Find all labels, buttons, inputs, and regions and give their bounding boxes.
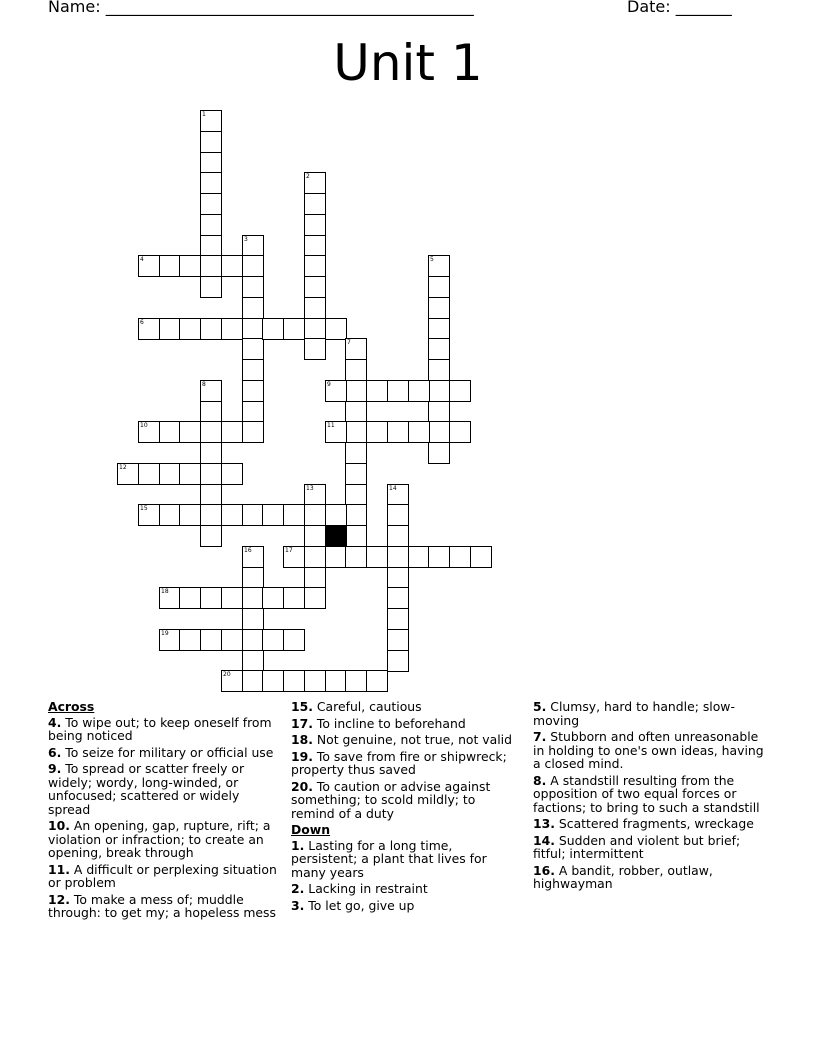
crossword-cell[interactable]: [179, 587, 201, 609]
clues-column-3: [533, 700, 771, 894]
cell-number: 1: [202, 111, 206, 118]
crossword-cell[interactable]: [179, 318, 201, 340]
crossword-cell[interactable]: [428, 338, 450, 360]
clue-across-18: 18. Not genuine, not true, not valid: [291, 732, 512, 747]
crossword-cell[interactable]: [387, 546, 409, 568]
cell-number: 12: [119, 464, 127, 471]
crossword-cell[interactable]: [159, 463, 181, 485]
crossword-cell[interactable]: [449, 546, 471, 568]
crossword-cell[interactable]: [387, 629, 409, 651]
crossword-cell[interactable]: [387, 567, 409, 589]
crossword-cell[interactable]: [345, 504, 367, 526]
crossword-cell[interactable]: [283, 670, 305, 692]
crossword-cell[interactable]: [387, 421, 409, 443]
clue-across-20: 20. To caution or advise against something; to scold mildly; to remind of a duty: [291, 778, 491, 821]
crossword-cell[interactable]: [387, 504, 409, 526]
crossword-cell[interactable]: [387, 525, 409, 547]
crossword-cell[interactable]: [200, 442, 222, 464]
crossword-cell[interactable]: [345, 442, 367, 464]
crossword-cell[interactable]: [242, 255, 264, 277]
crossword-cell[interactable]: [159, 629, 181, 651]
crossword-cell[interactable]: [179, 421, 201, 443]
crossword-cell[interactable]: [242, 318, 264, 340]
crossword-cell[interactable]: [304, 255, 326, 277]
crossword-cell[interactable]: [366, 380, 388, 402]
cell-number: 10: [140, 422, 148, 429]
crossword-cell[interactable]: [179, 629, 201, 651]
crossword-cell[interactable]: [200, 235, 222, 257]
crossword-cell[interactable]: [304, 214, 326, 236]
crossword-cell[interactable]: [200, 525, 222, 547]
crossword-cell[interactable]: [304, 338, 326, 360]
crossword-cell[interactable]: [304, 587, 326, 609]
crossword-cell[interactable]: [366, 421, 388, 443]
crossword-cell[interactable]: [138, 463, 160, 485]
crossword-cell[interactable]: [325, 504, 347, 526]
crossword-cell[interactable]: [387, 380, 409, 402]
crossword-cell[interactable]: [221, 504, 243, 526]
crossword-cell[interactable]: [200, 421, 222, 443]
crossword-cell[interactable]: [428, 421, 450, 443]
crossword-cell[interactable]: [283, 629, 305, 651]
crossword-cell[interactable]: [304, 504, 326, 526]
clue-across-9: 9. To spread or scatter freely or widely; wordy, long-winded, or unfocused; scattered or widely spread: [48, 761, 245, 817]
crossword-black-cell: [325, 525, 347, 547]
crossword-cell[interactable]: [283, 587, 305, 609]
cell-number: 15: [140, 505, 148, 512]
crossword-cell[interactable]: [221, 629, 243, 651]
crossword-cell[interactable]: [200, 172, 222, 194]
crossword-cell[interactable]: [428, 276, 450, 298]
crossword-cell[interactable]: [262, 670, 284, 692]
crossword-cell[interactable]: [304, 297, 326, 319]
crossword-cell[interactable]: [242, 567, 264, 589]
cell-number: 19: [161, 630, 169, 637]
crossword-cell[interactable]: [221, 670, 243, 692]
crossword-cell[interactable]: [283, 546, 305, 568]
clue-across-11: 11. A difficult or perplexing situation or problem: [48, 861, 277, 890]
cell-number: 13: [306, 485, 314, 492]
crossword-cell[interactable]: [283, 504, 305, 526]
crossword-cell[interactable]: [387, 484, 409, 506]
cell-number: 14: [389, 485, 397, 492]
crossword-cell[interactable]: [159, 504, 181, 526]
crossword-cell[interactable]: [200, 131, 222, 153]
crossword-cell[interactable]: [304, 670, 326, 692]
crossword-cell[interactable]: [242, 380, 264, 402]
crossword-cell[interactable]: [138, 318, 160, 340]
cell-number: 2: [306, 173, 310, 180]
crossword-cell[interactable]: [138, 504, 160, 526]
clue-across-19: 19. To save from fire or shipwreck; property thus saved: [291, 748, 507, 777]
crossword-cell[interactable]: [304, 546, 326, 568]
crossword-cell[interactable]: [408, 546, 430, 568]
crossword-cell[interactable]: [428, 546, 450, 568]
crossword-cell[interactable]: [428, 380, 450, 402]
clue-down-5: 5. Clumsy, hard to handle; slow-moving: [533, 699, 735, 728]
crossword-cell[interactable]: [242, 297, 264, 319]
cell-number: 16: [244, 547, 252, 554]
crossword-cell[interactable]: [345, 546, 367, 568]
page-title: Unit 1: [333, 34, 483, 92]
clue-down-14: 14. Sudden and violent but brief; fitful; intermittent: [533, 832, 741, 861]
crossword-cell[interactable]: [345, 359, 367, 381]
crossword-cell[interactable]: [221, 421, 243, 443]
clue-down-16: 16. A bandit, robber, outlaw, highwayman: [533, 862, 713, 891]
clues-column-2: [291, 700, 521, 915]
crossword-cell[interactable]: [242, 629, 264, 651]
crossword-cell[interactable]: [470, 546, 492, 568]
crossword-cell[interactable]: [428, 359, 450, 381]
crossword-cell[interactable]: [325, 670, 347, 692]
crossword-cell[interactable]: [159, 318, 181, 340]
crossword-cell[interactable]: [117, 463, 139, 485]
clue-across-15: 15. Careful, cautious: [291, 699, 422, 714]
clues-column-1: [48, 700, 282, 923]
crossword-cell[interactable]: [262, 629, 284, 651]
cell-number: 17: [285, 547, 293, 554]
crossword-cell[interactable]: [408, 380, 430, 402]
crossword-cell[interactable]: [242, 276, 264, 298]
crossword-cell[interactable]: [200, 504, 222, 526]
crossword-cell[interactable]: [387, 608, 409, 630]
clue-down-7: 7. Stubborn and often unreasonable in holding to one's own ideas, having a closed mind.: [533, 729, 764, 771]
crossword-cell[interactable]: [449, 380, 471, 402]
crossword-cell[interactable]: [138, 421, 160, 443]
crossword-cell[interactable]: [242, 587, 264, 609]
crossword-cell[interactable]: [428, 297, 450, 319]
crossword-cell[interactable]: [345, 484, 367, 506]
crossword-cell[interactable]: [242, 401, 264, 423]
crossword-cell[interactable]: [428, 442, 450, 464]
cell-number: 9: [327, 381, 331, 388]
cell-number: 18: [161, 588, 169, 595]
cell-number: 5: [430, 256, 434, 263]
crossword-cell[interactable]: [304, 193, 326, 215]
crossword-cell[interactable]: [200, 463, 222, 485]
cell-number: 6: [140, 319, 144, 326]
crossword-cell[interactable]: [200, 380, 222, 402]
crossword-cell[interactable]: [262, 318, 284, 340]
cell-number: 11: [327, 422, 335, 429]
clue-down-1: 1. Lasting for a long time, persistent; a plant that lives for many years: [291, 837, 487, 880]
clue-down-13: 13. Scattered fragments, wreckage: [533, 816, 754, 831]
crossword-cell[interactable]: [242, 650, 264, 672]
crossword-cell[interactable]: [200, 214, 222, 236]
crossword-cell[interactable]: [159, 587, 181, 609]
crossword-cell[interactable]: [345, 380, 367, 402]
cell-number: 8: [202, 381, 206, 388]
crossword-cell[interactable]: [325, 318, 347, 340]
crossword-cell[interactable]: [325, 421, 347, 443]
across-heading: Across: [48, 699, 95, 714]
crossword-cell[interactable]: [345, 421, 367, 443]
crossword-cell[interactable]: [304, 484, 326, 506]
cell-number: 7: [347, 339, 351, 346]
clue-across-4: 4. To wipe out; to keep oneself from being noticed: [48, 714, 272, 743]
crossword-cell[interactable]: [221, 587, 243, 609]
crossword-cell[interactable]: [345, 338, 367, 360]
crossword-cell[interactable]: [200, 110, 222, 132]
crossword-cell[interactable]: [304, 235, 326, 257]
clue-across-10: 10. An opening, gap, rupture, rift; a violation or infraction; to create an opening, break through: [48, 818, 271, 860]
date-label-text: Date:: [627, 0, 676, 16]
crossword-cell[interactable]: [283, 318, 305, 340]
crossword-cell[interactable]: [304, 567, 326, 589]
crossword-cell[interactable]: [345, 463, 367, 485]
crossword-cell[interactable]: [200, 318, 222, 340]
crossword-cell[interactable]: [366, 670, 388, 692]
crossword-cell[interactable]: [200, 255, 222, 277]
name-blank[interactable]: ______________________________________________: [105, 0, 474, 16]
crossword-cell[interactable]: [159, 255, 181, 277]
cell-number: 20: [223, 671, 231, 678]
crossword-cell[interactable]: [387, 587, 409, 609]
down-heading: Down: [291, 822, 331, 837]
crossword-cell[interactable]: [242, 608, 264, 630]
crossword-cell[interactable]: [428, 255, 450, 277]
crossword-cell[interactable]: [242, 338, 264, 360]
cell-number: 3: [244, 236, 248, 243]
crossword-cell[interactable]: [200, 484, 222, 506]
crossword-cell[interactable]: [449, 421, 471, 443]
crossword-cell[interactable]: [345, 401, 367, 423]
crossword-cell[interactable]: [387, 650, 409, 672]
crossword-cell[interactable]: [428, 401, 450, 423]
crossword-cell[interactable]: [428, 318, 450, 340]
clue-down-2: 2. Lacking in restraint: [291, 881, 428, 896]
clue-across-12: 12. To make a mess of; muddle through: to get my; a hopeless mess: [48, 891, 276, 920]
crossword-cell[interactable]: [262, 504, 284, 526]
crossword-cell[interactable]: [159, 421, 181, 443]
crossword-cell[interactable]: [221, 318, 243, 340]
crossword-cell[interactable]: [345, 525, 367, 547]
crossword-cell[interactable]: [262, 587, 284, 609]
crossword-cell[interactable]: [304, 276, 326, 298]
clue-across-6: 6. To seize for military or official use: [48, 744, 274, 760]
crossword-cell[interactable]: [179, 504, 201, 526]
crossword-cell[interactable]: [242, 235, 264, 257]
crossword-cell[interactable]: [242, 359, 264, 381]
crossword-cell[interactable]: [242, 546, 264, 568]
clue-across-17: 17. To incline to beforehand: [291, 715, 466, 731]
crossword-cell[interactable]: [366, 546, 388, 568]
crossword-cell[interactable]: [304, 525, 326, 547]
crossword-cell[interactable]: [325, 380, 347, 402]
crossword-cell[interactable]: [179, 463, 201, 485]
crossword-cell[interactable]: [200, 587, 222, 609]
crossword-cell[interactable]: [345, 670, 367, 692]
clue-down-8: 8. A standstill resulting from the opposition of two equal forces or factions; to bring to such a standstill: [533, 772, 760, 815]
crossword-cell[interactable]: [325, 546, 347, 568]
crossword-cell[interactable]: [221, 255, 243, 277]
crossword-cell[interactable]: [200, 629, 222, 651]
crossword-cell[interactable]: [200, 152, 222, 174]
crossword-cell[interactable]: [200, 401, 222, 423]
crossword-cell[interactable]: [242, 670, 264, 692]
crossword-cell[interactable]: [304, 318, 326, 340]
name-label-text: Name:: [48, 0, 106, 16]
crossword-cell[interactable]: [200, 193, 222, 215]
crossword-cell[interactable]: [138, 255, 160, 277]
date-blank[interactable]: _______: [675, 0, 732, 16]
crossword-cell[interactable]: [242, 421, 264, 443]
clue-down-3: 3. To let go, give up: [291, 897, 415, 913]
crossword-cell[interactable]: [179, 255, 201, 277]
crossword-cell[interactable]: [242, 504, 264, 526]
crossword-cell[interactable]: [408, 421, 430, 443]
crossword-cell[interactable]: [304, 172, 326, 194]
cell-number: 4: [140, 256, 144, 263]
crossword-cell[interactable]: [221, 463, 243, 485]
crossword-cell[interactable]: [200, 276, 222, 298]
